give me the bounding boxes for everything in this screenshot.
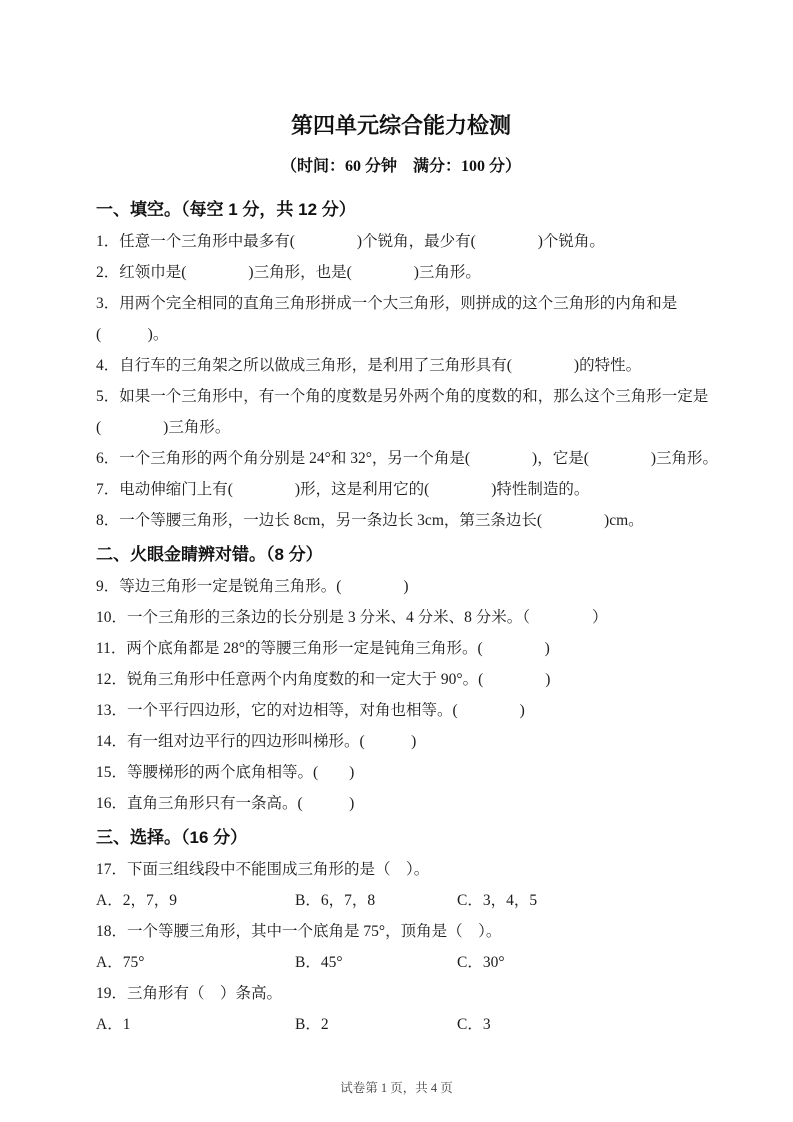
question-19-option-b: B．2 xyxy=(295,1016,329,1033)
question-19-option-a: A．1 xyxy=(96,1016,131,1033)
question-17-options-row xyxy=(96,885,706,916)
question-5-line-1: 5．如果一个三角形中，有一个角的度数是另外两个角的度数的和，那么这个三角形一定是 xyxy=(96,388,709,405)
question-14: 14．有一组对边平行的四边形叫梯形。( ) xyxy=(96,733,417,750)
question-13: 13．一个平行四边形，它的对边相等，对角也相等。( ) xyxy=(96,702,525,719)
question-18-option-c: C．30° xyxy=(457,954,505,971)
question-18-option-a: A．75° xyxy=(96,954,145,971)
question-19-option-c: C．3 xyxy=(457,1016,491,1033)
question-16: 16．直角三角形只有一条高。( ) xyxy=(96,795,355,812)
section-2-heading: 二、火眼金睛辨对错。（8 分） xyxy=(96,545,323,564)
question-9: 9．等边三角形一定是锐角三角形。( ) xyxy=(96,578,409,595)
question-18-option-b: B．45° xyxy=(295,954,343,971)
question-17-option-b: B．6，7，8 xyxy=(295,892,376,909)
question-19-options-row xyxy=(96,1009,706,1040)
question-8: 8．一个等腰三角形，一边长 8cm，另一条边长 3cm，第三条边长( )cm。 xyxy=(96,512,644,529)
page-title: 第四单元综合能力检测 xyxy=(290,113,511,138)
question-17-option-a: A．2，7，9 xyxy=(96,892,177,909)
question-12: 12．锐角三角形中任意两个内角度数的和一定大于 90°。( ) xyxy=(96,671,551,688)
page-footer: 试卷第 1 页，共 4 页 xyxy=(340,1081,453,1095)
question-11: 11．两个底角都是 28°的等腰三角形一定是钝角三角形。( ) xyxy=(96,640,550,657)
question-17-option-c: C．3，4，5 xyxy=(457,892,538,909)
question-5-line-2: ( )三角形。 xyxy=(96,419,231,436)
question-7: 7．电动伸缩门上有( )形，这是利用它的( )特性制造的。 xyxy=(96,481,590,498)
question-4: 4．自行车的三角架之所以做成三角形，是利用了三角形具有( )的特性。 xyxy=(96,357,642,374)
question-17: 17．下面三组线段中不能围成三角形的是（ ）。 xyxy=(96,861,430,878)
section-3-heading: 三、选择。（16 分） xyxy=(96,828,248,847)
question-18: 18．一个等腰三角形，其中一个底角是 75°，顶角是（ ）。 xyxy=(96,923,502,940)
question-1: 1．任意一个三角形中最多有( )个锐角，最少有( )个锐角。 xyxy=(96,233,605,250)
section-1-heading: 一、填空。（每空 1 分，共 12 分） xyxy=(96,200,356,219)
question-6: 6．一个三角形的两个角分别是 24°和 32°，另一个角是( )，它是( )三角形。 xyxy=(96,450,719,467)
question-3-line-1: 3．用两个完全相同的直角三角形拼成一个大三角形，则拼成的这个三角形的内角和是 xyxy=(96,295,678,312)
question-18-options-row xyxy=(96,947,706,978)
question-15: 15．等腰梯形的两个底角相等。( ) xyxy=(96,764,355,781)
question-3-line-2: ( )。 xyxy=(96,326,169,343)
page-subtitle: （时间：60 分钟 满分：100 分） xyxy=(280,158,521,175)
question-2: 2．红领巾是( )三角形，也是( )三角形。 xyxy=(96,264,481,281)
question-10: 10．一个三角形的三条边的长分别是 3 分米、4 分米、8 分米。（ ） xyxy=(96,609,608,626)
question-19: 19．三角形有（ ）条高。 xyxy=(96,985,283,1002)
